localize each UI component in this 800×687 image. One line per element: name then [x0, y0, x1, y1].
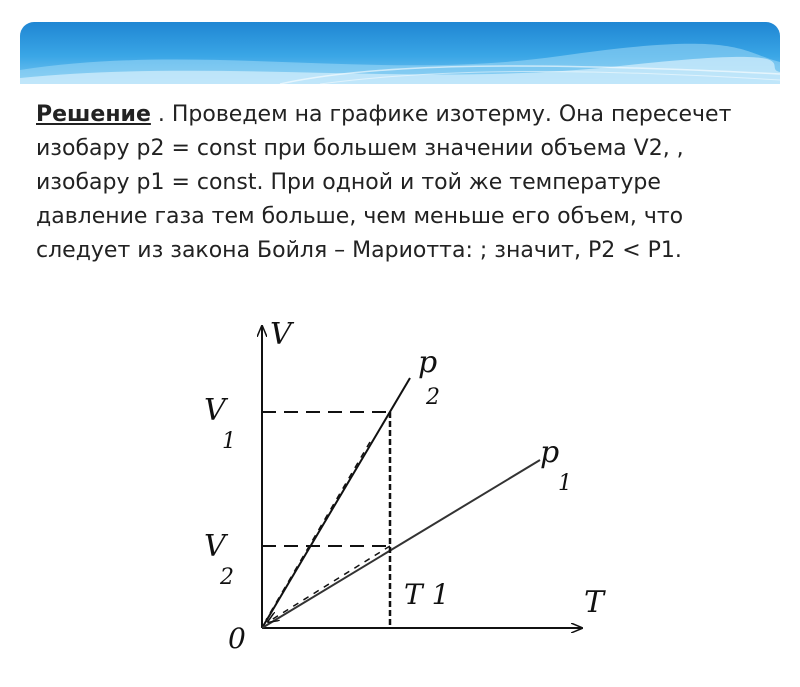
v2-subscript: 2: [220, 565, 234, 590]
t1-label: T 1: [404, 578, 450, 611]
v1-label: V: [204, 393, 226, 428]
v2-label: V: [204, 529, 226, 564]
text-line-4: давление газа тем больше, чем меньше его объем, что: [36, 204, 684, 229]
p1-subscript: 1: [558, 471, 572, 496]
origin-label: 0: [228, 622, 246, 655]
solution-heading: Решение: [36, 102, 151, 127]
arrow-to-origin-from-v2: [268, 546, 390, 622]
text-line-2: изобару p2 = const при большем значении объема V2, ,: [36, 136, 684, 161]
text-line-3: изобару p1 = const. При одной и той же температуре: [36, 170, 661, 195]
text-line-1-rest: . Проведем на графике изотерму. Она пересечет: [150, 102, 732, 127]
v1-subscript: 1: [222, 429, 236, 454]
p2-subscript: 2: [426, 385, 440, 410]
isobar-p2-line: [262, 378, 410, 628]
p2-label: p: [418, 345, 438, 380]
v-axis-label: V: [270, 317, 292, 352]
isobar-p1-line: [262, 460, 540, 628]
text-line-5: следует из закона Бойля – Мариотта: ; значит, P2 < P1.: [36, 238, 682, 263]
p1-label: p: [540, 435, 560, 470]
t-axis-label: T: [584, 585, 605, 620]
